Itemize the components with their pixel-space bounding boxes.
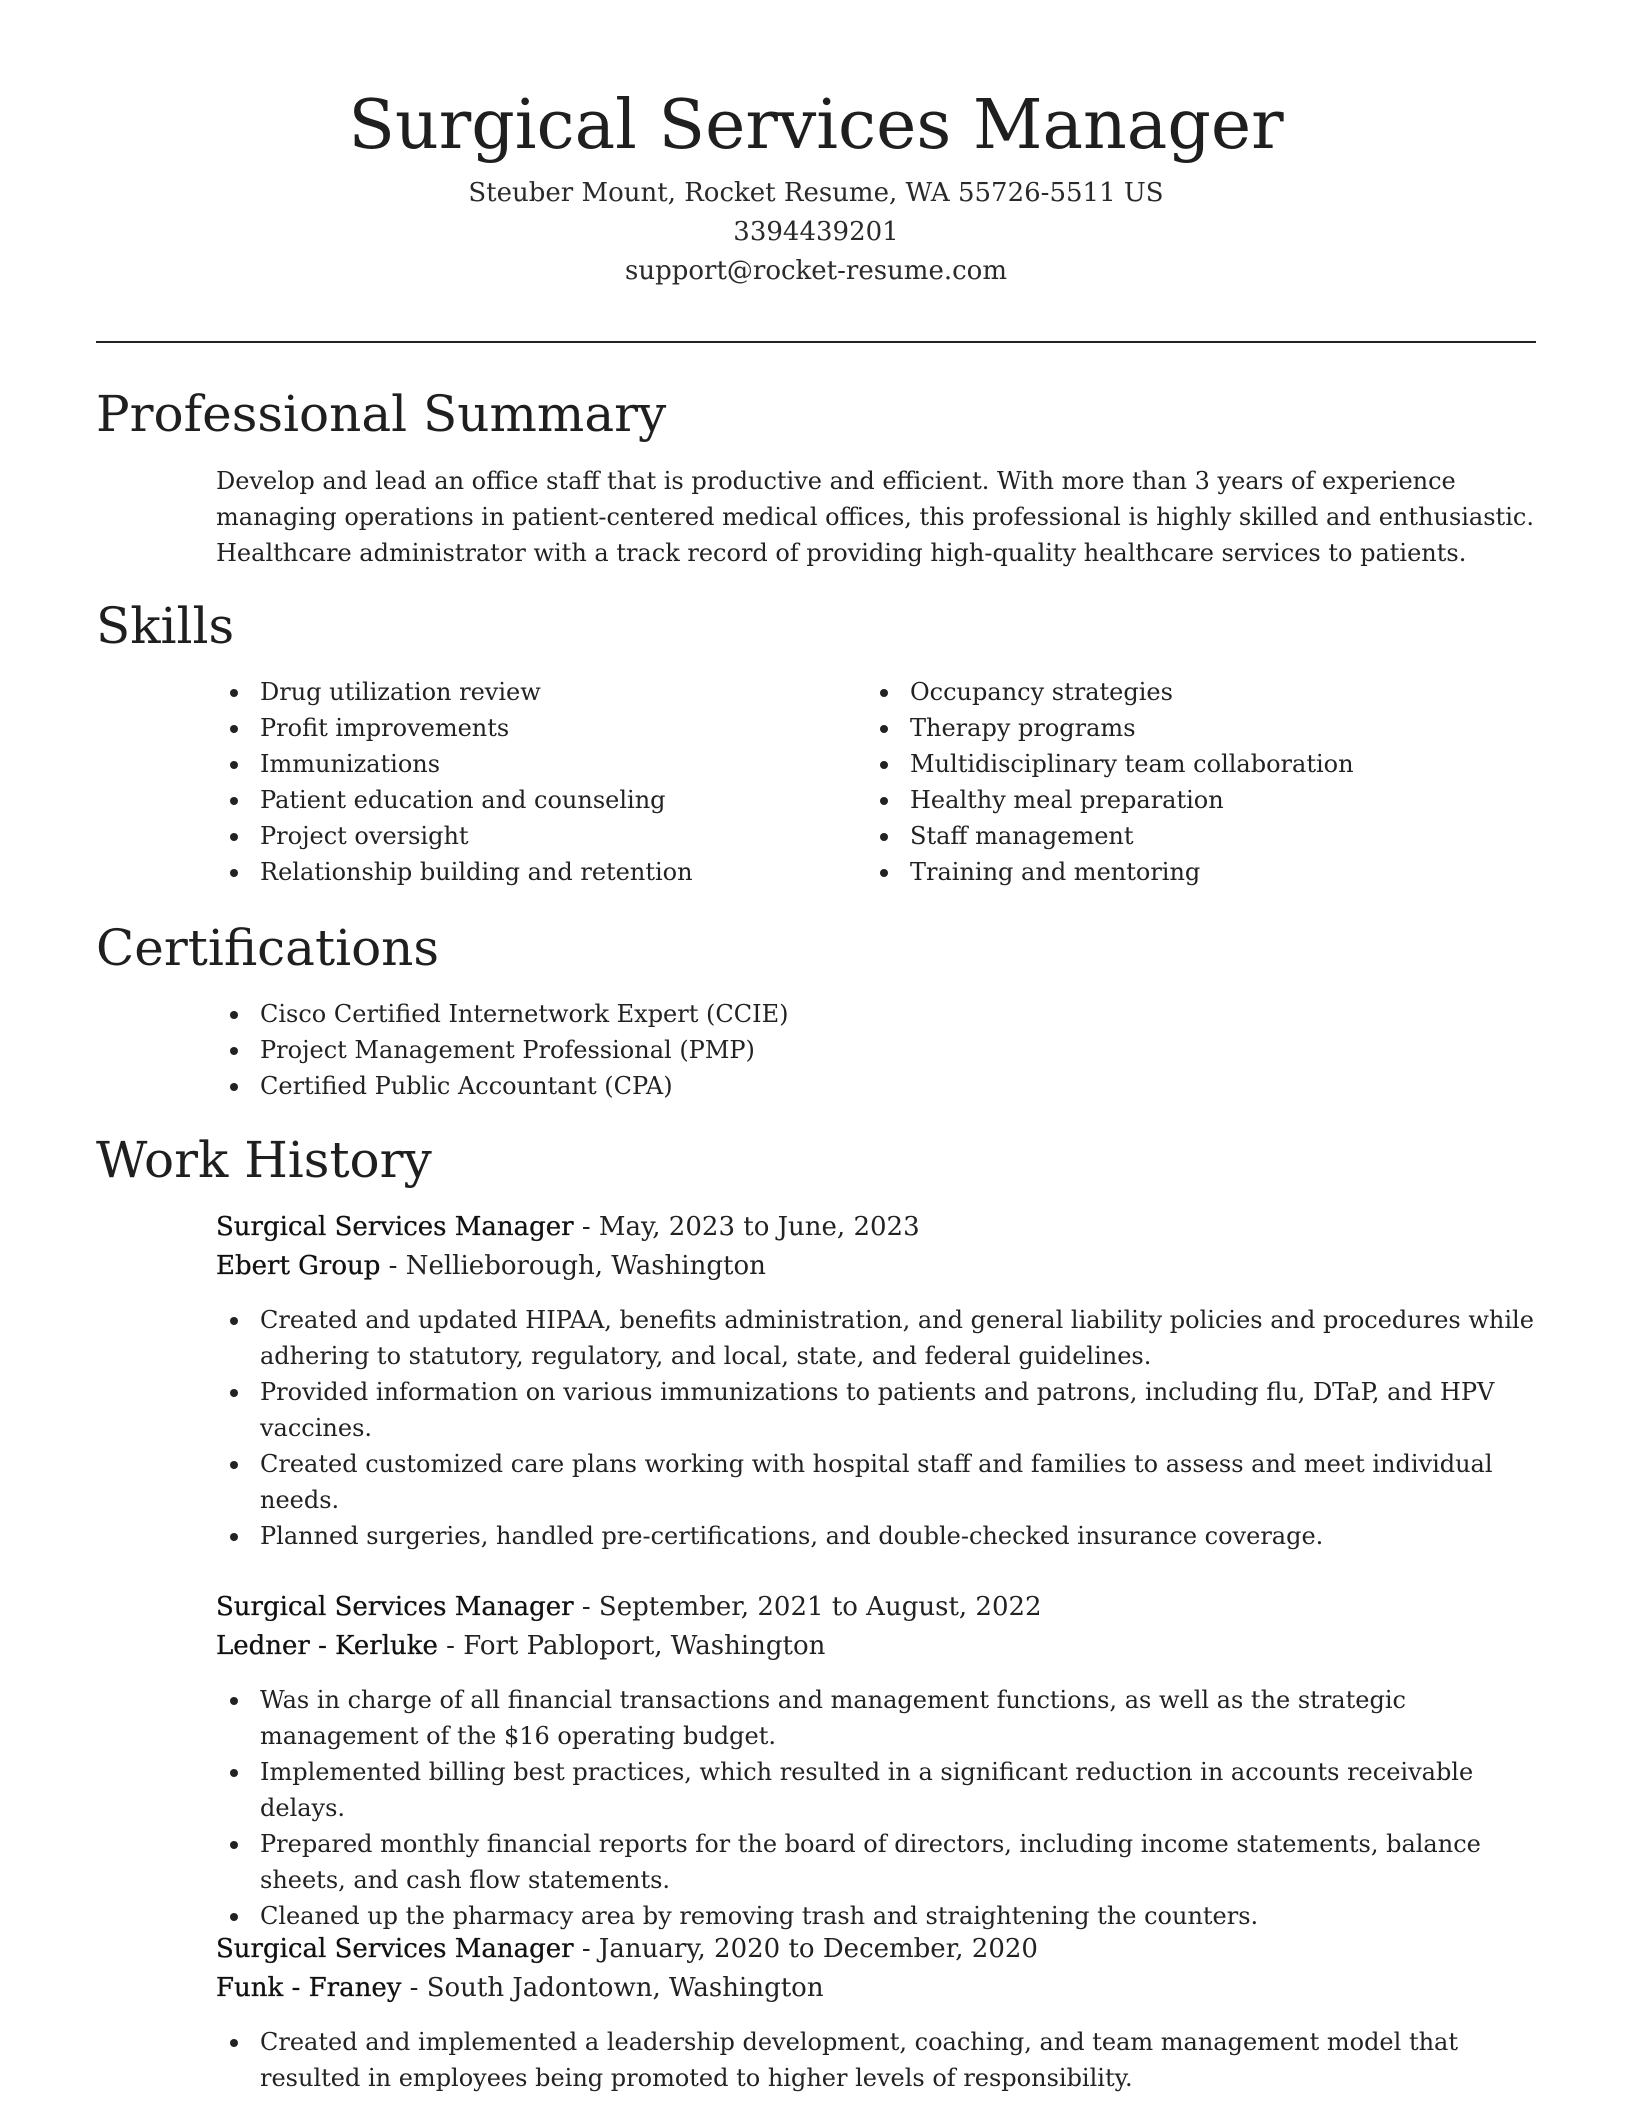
job-entry	[216, 1930, 1546, 2096]
section-title-skills: Skills	[96, 597, 235, 655]
certification-item: Certified Public Accountant (CPA)	[216, 1068, 1536, 1104]
job-bullet: Implemented billing best practices, which resulted in a significant reduction in accounts receivable delays.	[216, 1754, 1546, 1826]
skills-list-left	[216, 674, 856, 890]
job-dates: - January, 2020 to December, 2020	[573, 1934, 1038, 1964]
job-entry	[216, 1588, 1546, 1934]
section-title-work-history: Work History	[96, 1131, 432, 1189]
skill-item: Drug utilization review	[216, 674, 856, 710]
skills-list-right	[866, 674, 1506, 890]
job-bullet: Created and implemented a leadership development, coaching, and team management model that resulted in employees being promoted to higher levels of responsibility.	[216, 2024, 1546, 2096]
job-bullet: Created customized care plans working with hospital staff and families to assess and meet individual needs.	[216, 1446, 1546, 1518]
job-bullet: Planned surgeries, handled pre-certifications, and double-checked insurance coverage.	[216, 1518, 1546, 1554]
resume-header	[0, 0, 1632, 291]
skill-item: Project oversight	[216, 818, 856, 854]
skill-item: Profit improvements	[216, 710, 856, 746]
summary-text: Develop and lead an office staff that is productive and efficient. With more than 3 years of experience managing operations in patient-centered medical offices, this professional is highly skilled and enthusiastic. Healthcare administrator with a track record of providing high-quality healthcare services to patients.	[216, 467, 1534, 567]
job-bullet: Provided information on various immunizations to patients and patrons, including flu, DTaP, and HPV vaccines.	[216, 1374, 1546, 1446]
job-company-line	[216, 1627, 1546, 1666]
job-company: Funk - Franey	[216, 1973, 402, 2003]
job-company: Ebert Group	[216, 1251, 381, 1281]
skill-item: Staff management	[866, 818, 1506, 854]
candidate-name: Surgical Services Manager	[348, 86, 1284, 165]
certification-item: Project Management Professional (PMP)	[216, 1032, 1536, 1068]
job-role: Surgical Services Manager	[216, 1212, 574, 1242]
section-title-summary: Professional Summary	[96, 385, 667, 443]
job-bullet: Cleaned up the pharmacy area by removing trash and straightening the counters.	[216, 1898, 1546, 1934]
job-role: Surgical Services Manager	[216, 1934, 574, 1964]
skill-item: Training and mentoring	[866, 854, 1506, 890]
job-location: - Fort Pabloport, Washington	[437, 1631, 826, 1661]
skill-item: Relationship building and retention	[216, 854, 856, 890]
skill-item: Multidisciplinary team collaboration	[866, 746, 1506, 782]
skill-item: Immunizations	[216, 746, 856, 782]
job-role: Surgical Services Manager	[216, 1592, 574, 1622]
phone: 3394439201	[733, 217, 899, 247]
contact-info	[0, 174, 1632, 291]
job-company-line	[216, 1969, 1546, 2008]
job-location: - Nellieborough, Washington	[380, 1251, 766, 1281]
skill-item: Healthy meal preparation	[866, 782, 1506, 818]
skill-item: Occupancy strategies	[866, 674, 1506, 710]
job-bullet: Prepared monthly financial reports for the board of directors, including income statements, balance sheets, and cash flow statements.	[216, 1826, 1546, 1898]
section-title-certifications: Certifications	[96, 919, 440, 977]
skill-item: Patient education and counseling	[216, 782, 856, 818]
job-bullets	[216, 1302, 1546, 1554]
header-divider	[96, 341, 1536, 343]
job-title-line	[216, 1588, 1546, 1627]
job-dates: - May, 2023 to June, 2023	[573, 1212, 920, 1242]
certification-item: Cisco Certified Internetwork Expert (CCIE)	[216, 996, 1536, 1032]
job-dates: - September, 2021 to August, 2022	[573, 1592, 1042, 1622]
job-bullets	[216, 2024, 1546, 2096]
job-entry	[216, 1208, 1546, 1554]
job-company: Ledner - Kerluke	[216, 1631, 438, 1661]
skill-item: Therapy programs	[866, 710, 1506, 746]
job-bullets	[216, 1682, 1546, 1934]
certifications-list	[216, 996, 1536, 1104]
email: support@rocket-resume.com	[624, 256, 1007, 286]
job-location: - South Jadontown, Washington	[401, 1973, 824, 2003]
job-bullet: Was in charge of all financial transactions and management functions, as well as the strategic management of the $16 operating budget.	[216, 1682, 1546, 1754]
job-bullet: Created and updated HIPAA, benefits administration, and general liability policies and procedures while adhering to statutory, regulatory, and local, state, and federal guidelines.	[216, 1302, 1546, 1374]
job-title-line	[216, 1930, 1546, 1969]
job-company-line	[216, 1247, 1546, 1286]
address: Steuber Mount, Rocket Resume, WA 55726-5511 US	[468, 178, 1164, 208]
job-title-line	[216, 1208, 1546, 1247]
